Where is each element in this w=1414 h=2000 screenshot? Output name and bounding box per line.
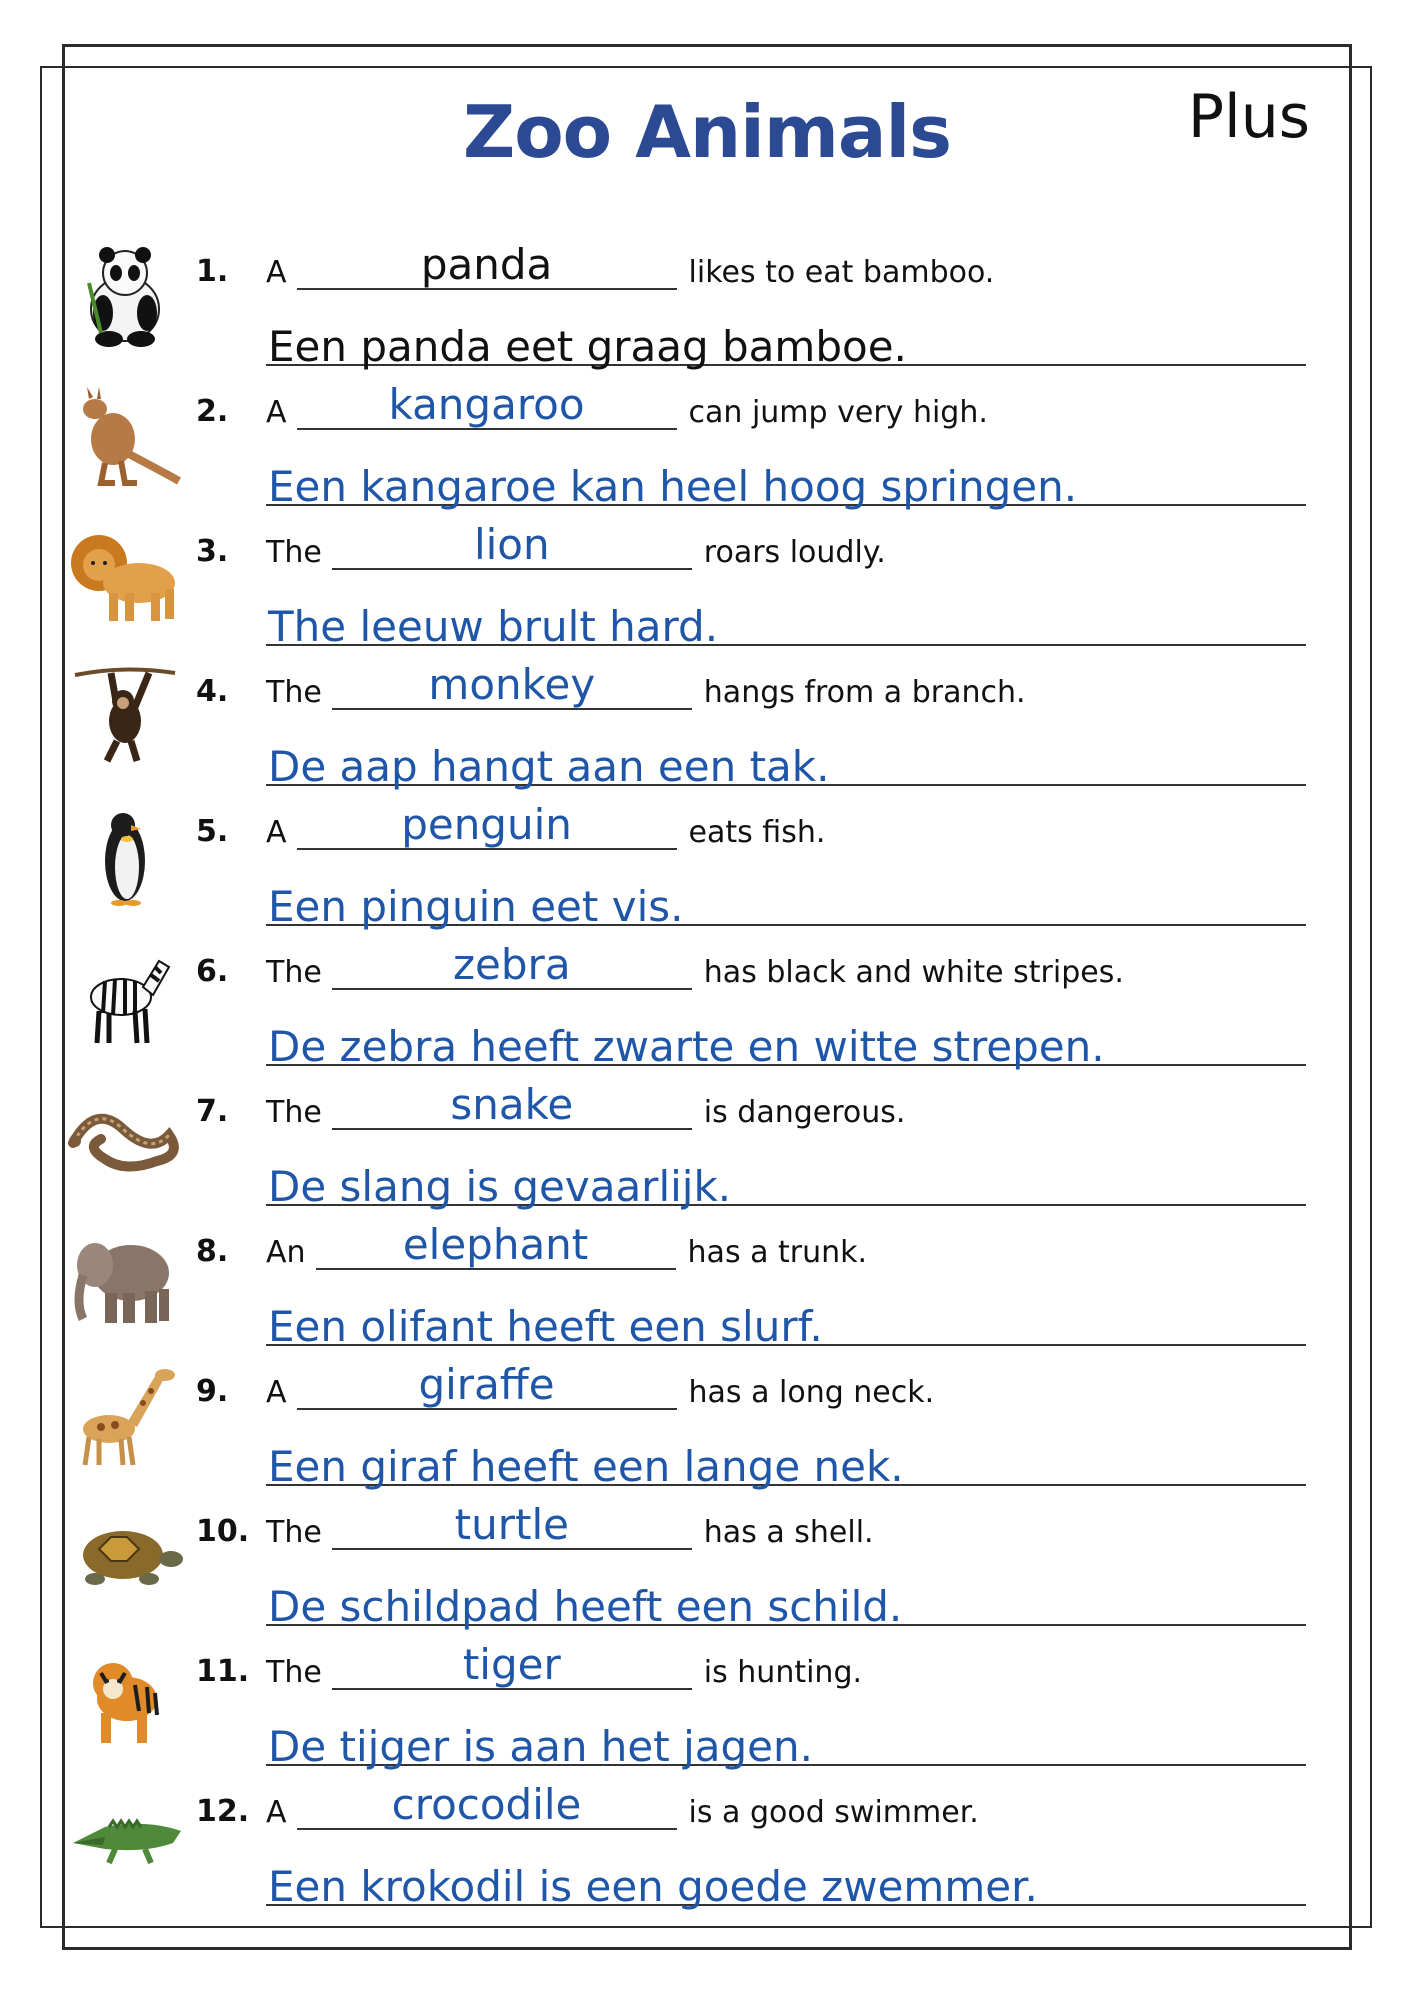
- item-number: 1.: [196, 254, 229, 289]
- sentence-start: The: [266, 1515, 322, 1550]
- translation-line[interactable]: [266, 1706, 1306, 1771]
- sentence-end: likes to eat bamboo.: [688, 255, 995, 290]
- answer-blank[interactable]: [332, 940, 692, 990]
- translation-line[interactable]: [266, 1006, 1306, 1071]
- answer-blank[interactable]: [332, 520, 692, 570]
- answer-blank[interactable]: [297, 1360, 677, 1410]
- sentence-start: The: [266, 1655, 322, 1690]
- exercise-item: [0, 1780, 1414, 1918]
- handwritten-answer: snake: [450, 1080, 574, 1129]
- sentence-end: is hunting.: [703, 1655, 863, 1690]
- item-number: 12.: [196, 1794, 250, 1829]
- answer-blank[interactable]: [332, 1640, 692, 1690]
- snake-icon: [60, 1080, 190, 1190]
- sentence-end: has black and white stripes.: [703, 955, 1124, 990]
- exercise-item: [0, 1220, 1414, 1358]
- translation-line[interactable]: [266, 306, 1306, 371]
- sentence-end: roars loudly.: [703, 535, 886, 570]
- handwritten-translation: De tijger is aan het jagen.: [268, 1721, 813, 1771]
- fill-in-sentence: [266, 800, 826, 850]
- answer-blank[interactable]: [332, 1080, 692, 1130]
- handwritten-translation: Een krokodil is een goede zwemmer.: [268, 1861, 1038, 1911]
- fill-in-sentence: [266, 240, 995, 290]
- translation-line[interactable]: [266, 1146, 1306, 1211]
- sentence-end: can jump very high.: [688, 395, 988, 430]
- sentence-end: has a long neck.: [688, 1375, 935, 1410]
- sentence-end: is a good swimmer.: [688, 1795, 979, 1830]
- item-number: 6.: [196, 954, 229, 989]
- exercise-item: [0, 380, 1414, 518]
- item-number: 8.: [196, 1234, 229, 1269]
- translation-line[interactable]: [266, 1566, 1306, 1631]
- exercise-item: [0, 940, 1414, 1078]
- item-number: 4.: [196, 674, 229, 709]
- fill-in-sentence: [266, 660, 1026, 710]
- item-number: 3.: [196, 534, 229, 569]
- handwritten-translation: Een kangaroe kan heel hoog springen.: [268, 461, 1078, 511]
- item-number: 9.: [196, 1374, 229, 1409]
- sentence-start: The: [266, 675, 322, 710]
- handwritten-answer: crocodile: [391, 1780, 582, 1829]
- sentence-end: has a shell.: [703, 1515, 874, 1550]
- fill-in-sentence: [266, 1360, 935, 1410]
- worksheet-title: Zoo Animals: [462, 90, 951, 174]
- sentence-start: The: [266, 955, 322, 990]
- sentence-start: The: [266, 1095, 322, 1130]
- giraffe-icon: [60, 1360, 190, 1470]
- crocodile-icon: [60, 1780, 190, 1890]
- fill-in-sentence: [266, 520, 886, 570]
- handwritten-translation: De aap hangt aan een tak.: [268, 741, 830, 791]
- handwritten-translation: Een pinguin eet vis.: [268, 881, 684, 931]
- handwritten-answer: zebra: [453, 940, 571, 989]
- handwritten-translation: Een giraf heeft een lange nek.: [268, 1441, 904, 1491]
- tiger-icon: [60, 1640, 190, 1750]
- handwritten-translation: De zebra heeft zwarte en witte strepen.: [268, 1021, 1105, 1071]
- sentence-start: A: [266, 1375, 287, 1410]
- item-number: 5.: [196, 814, 229, 849]
- exercise-item: [0, 1360, 1414, 1498]
- exercise-item: [0, 800, 1414, 938]
- handwritten-answer: elephant: [402, 1220, 589, 1269]
- handwritten-translation: The leeuw brult hard.: [268, 601, 719, 651]
- kangaroo-icon: [60, 380, 190, 490]
- handwritten-answer: monkey: [428, 660, 596, 709]
- translation-line[interactable]: [266, 1846, 1306, 1911]
- fill-in-sentence: [266, 1500, 874, 1550]
- translation-line[interactable]: [266, 586, 1306, 651]
- handwritten-answer: tiger: [462, 1640, 561, 1689]
- item-number: 7.: [196, 1094, 229, 1129]
- answer-blank[interactable]: [332, 660, 692, 710]
- exercise-item: [0, 1500, 1414, 1638]
- sentence-end: eats fish.: [688, 815, 826, 850]
- exercise-item: [0, 1640, 1414, 1778]
- handwritten-answer: kangaroo: [388, 380, 585, 429]
- sentence-end: is dangerous.: [703, 1095, 906, 1130]
- handwritten-translation: De slang is gevaarlijk.: [268, 1161, 732, 1211]
- translation-line[interactable]: [266, 866, 1306, 931]
- answer-blank[interactable]: [316, 1220, 676, 1270]
- fill-in-sentence: [266, 1220, 868, 1270]
- zebra-icon: [60, 940, 190, 1050]
- fill-in-sentence: [266, 940, 1124, 990]
- translation-line[interactable]: [266, 1426, 1306, 1491]
- handwritten-answer: giraffe: [418, 1360, 555, 1409]
- item-number: 2.: [196, 394, 229, 429]
- sentence-start: A: [266, 255, 287, 290]
- answer-blank[interactable]: [332, 1500, 692, 1550]
- exercise-item: [0, 240, 1414, 378]
- fill-in-sentence: [266, 1080, 906, 1130]
- sentence-start: A: [266, 1795, 287, 1830]
- exercise-item: [0, 660, 1414, 798]
- translation-line[interactable]: [266, 446, 1306, 511]
- sentence-end: hangs from a branch.: [703, 675, 1026, 710]
- penguin-icon: [60, 800, 190, 910]
- handwritten-translation: De schildpad heeft een schild.: [268, 1581, 903, 1631]
- item-number: 10.: [196, 1514, 250, 1549]
- answer-blank[interactable]: [297, 1780, 677, 1830]
- level-label: Plus: [1187, 82, 1310, 152]
- monkey-icon: [60, 660, 190, 770]
- translation-line[interactable]: [266, 1286, 1306, 1351]
- handwritten-translation: Een olifant heeft een slurf.: [268, 1301, 823, 1351]
- sentence-start: A: [266, 815, 287, 850]
- sentence-start: The: [266, 535, 322, 570]
- exercise-item: [0, 1080, 1414, 1218]
- item-number: 11.: [196, 1654, 250, 1689]
- fill-in-sentence: [266, 380, 988, 430]
- sentence-end: has a trunk.: [687, 1235, 868, 1270]
- handwritten-answer: turtle: [454, 1500, 569, 1549]
- panda-icon: [60, 240, 190, 350]
- sentence-start: A: [266, 395, 287, 430]
- handwritten-answer: panda: [420, 240, 553, 289]
- answer-blank[interactable]: [297, 800, 677, 850]
- sentence-start: An: [266, 1235, 306, 1270]
- lion-icon: [60, 520, 190, 630]
- answer-blank[interactable]: [297, 380, 677, 430]
- turtle-icon: [60, 1500, 190, 1610]
- handwritten-translation: Een panda eet graag bamboe.: [268, 321, 907, 371]
- elephant-icon: [60, 1220, 190, 1330]
- translation-line[interactable]: [266, 726, 1306, 791]
- handwritten-answer: penguin: [401, 800, 572, 849]
- handwritten-answer: lion: [473, 520, 550, 569]
- exercise-item: [0, 520, 1414, 658]
- answer-blank[interactable]: [297, 240, 677, 290]
- fill-in-sentence: [266, 1640, 863, 1690]
- fill-in-sentence: [266, 1780, 979, 1830]
